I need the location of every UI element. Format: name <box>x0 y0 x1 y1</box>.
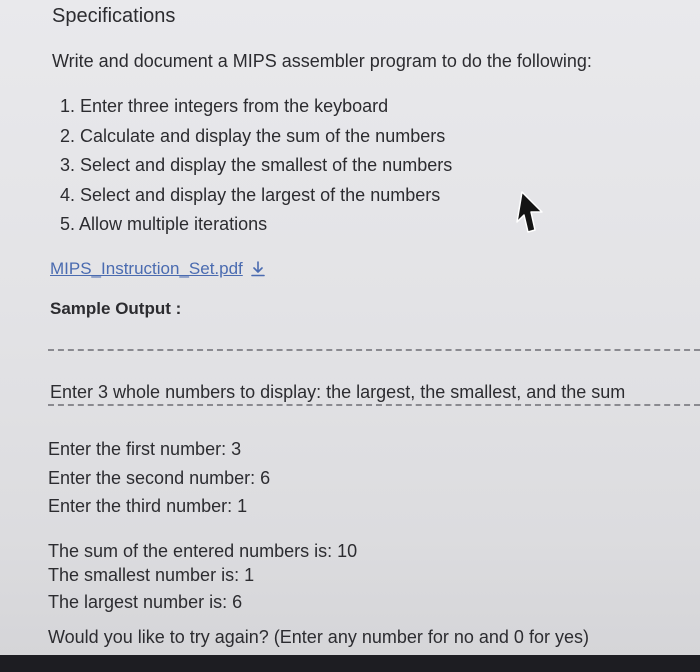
list-item: 1. Enter three integers from the keyboard <box>60 96 389 116</box>
prompt-third: Enter the third number: 1 <box>48 496 248 516</box>
sample-output-label: Sample Output : <box>50 299 182 318</box>
list-item: 4. Select and display the largest of the numbers <box>60 184 441 205</box>
prompt-second: Enter the second number: 6 <box>48 468 271 488</box>
list-item: 2. Calculate and display the sum of the numbers <box>60 125 446 146</box>
result-sum: The sum of the entered numbers is: 10 <box>48 541 358 561</box>
divider-bottom <box>48 404 700 406</box>
result-largest: The largest number is: 6 <box>48 592 243 612</box>
list-item: 3. Select and display the smallest of the numbers <box>60 155 453 175</box>
mouse-cursor-icon <box>508 190 544 236</box>
retry-prompt: Would you like to try again? (Enter any number for no and 0 for yes) <box>48 627 589 647</box>
list-item: 5. Allow multiple iterations <box>60 214 268 234</box>
attachment-link[interactable]: MIPS_Instruction_Set.pdf <box>50 259 243 278</box>
requirements-list <box>60 95 452 243</box>
intro-text: Write and document a MIPS assembler program to do the following: <box>52 51 592 71</box>
download-icon[interactable] <box>251 261 265 277</box>
divider-top <box>48 349 700 351</box>
bottom-bar <box>0 655 700 672</box>
attachment-row <box>50 258 265 280</box>
result-smallest: The smallest number is: 1 <box>48 565 255 585</box>
program-banner: Enter 3 whole numbers to display: the largest, the smallest, and the sum <box>50 382 626 402</box>
page-heading: Specifications <box>52 5 176 27</box>
prompt-first: Enter the first number: 3 <box>48 439 242 459</box>
